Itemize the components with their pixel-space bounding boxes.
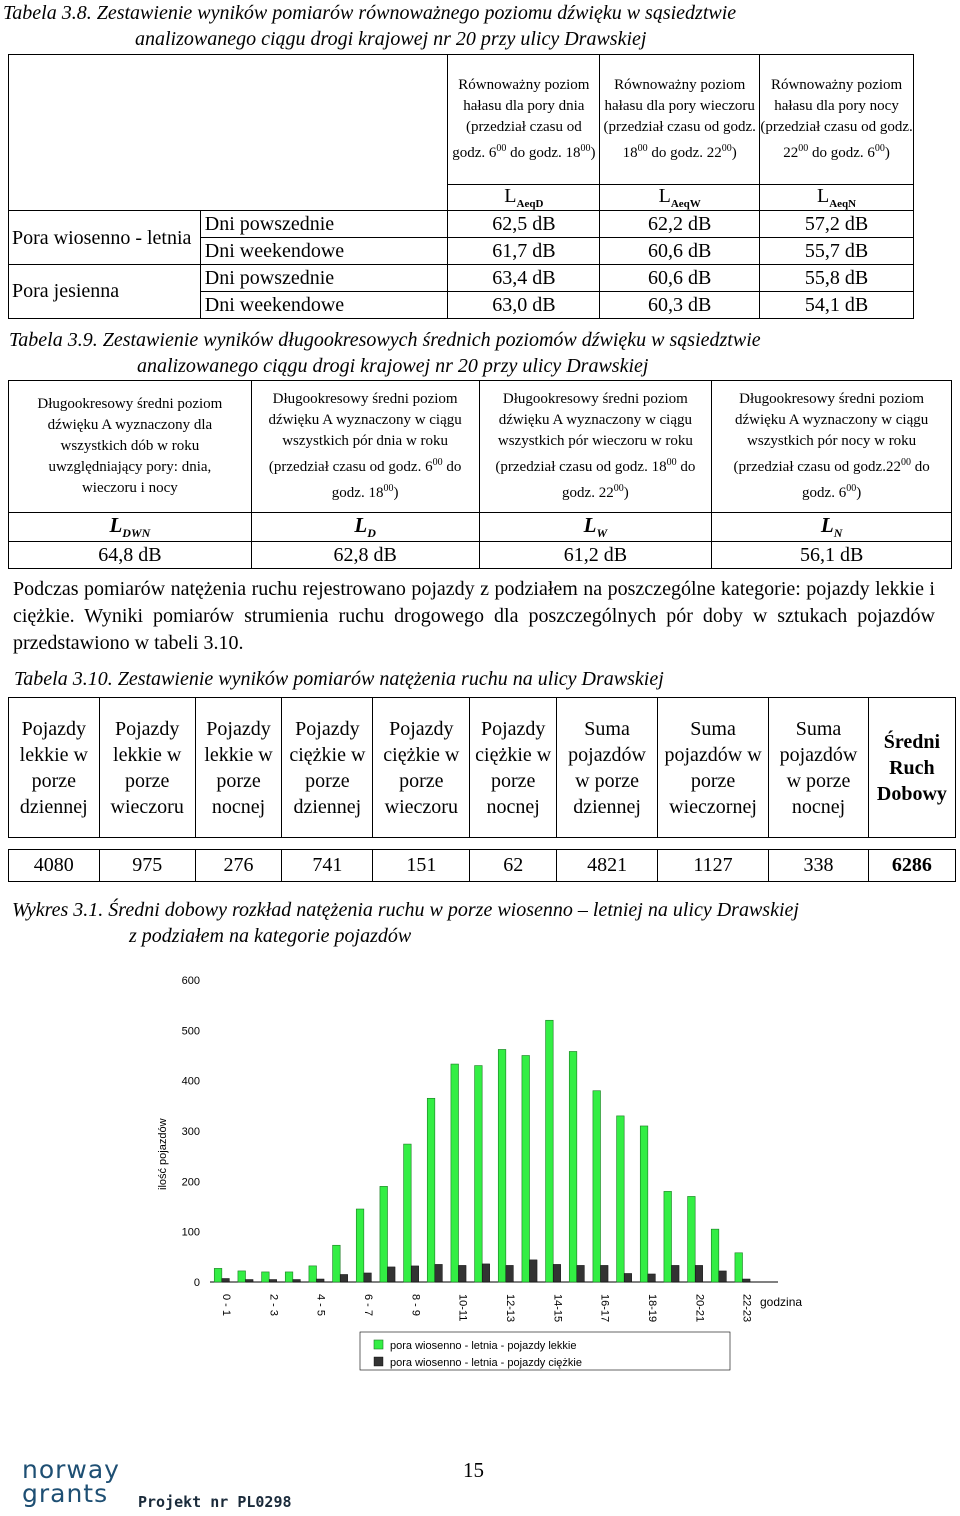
y-tick-label: 300 — [181, 1126, 200, 1138]
symbol-lw: $L_W$ — [479, 513, 712, 542]
bar-light-8 - 9 — [404, 1144, 412, 1282]
table310 — [8, 697, 956, 882]
table310-header: Suma pojazdów w porze wieczornej — [657, 698, 768, 838]
table310-value: 975 — [99, 850, 195, 882]
legend-swatch-heavy — [374, 1357, 383, 1366]
x-tick-label: 4 - 5 — [314, 1294, 327, 1317]
x-tick-label: 16-17 — [598, 1294, 611, 1323]
y-tick-label: 500 — [181, 1025, 200, 1038]
norway-grants-logo: norway grants — [22, 1455, 120, 1508]
table38-caption: Tabela 3.8. Zestawienie wyników pomiarów równoważnego poziomu dźwięku w sąsiedztwie analizowanego ciągu drogi krajowej nr 20 przy ulicy Drawskiej — [3, 2, 737, 50]
bar-heavy-5 - 6 — [340, 1274, 348, 1282]
bar-light-0 - 1 — [214, 1268, 222, 1282]
legend-label-heavy: pora wiosenno - letnia - pojazdy ciężkie — [390, 1357, 582, 1369]
bar-light-4 - 5 — [309, 1266, 317, 1282]
bar-heavy-12-13 — [506, 1265, 514, 1282]
legend-label-light: pora wiosenno - letnia - pojazdy lekkie — [390, 1340, 577, 1352]
bar-heavy-8 - 9 — [411, 1266, 419, 1282]
bar-heavy-13-14 — [530, 1260, 538, 1282]
bar-heavy-19-20 — [672, 1265, 680, 1282]
table310-header: Pojazdy lekkie w porze dziennej — [9, 698, 100, 838]
table310-header: Suma pojazdów w porze nocnej — [769, 698, 869, 838]
bar-light-15-16 — [569, 1051, 577, 1282]
symbol-laeqw: $L_{AeqW}$ — [600, 185, 760, 211]
x-tick-label: 14-15 — [551, 1294, 564, 1323]
bar-light-7 - 8 — [380, 1186, 388, 1282]
bar-light-17-18 — [617, 1116, 625, 1282]
bar-light-6 - 7 — [356, 1209, 364, 1282]
table38-header-night: Równoważny poziom hałasu dla pory nocy (przedział czasu od godz. $22^{00}$ do godz. $6^{00}$) — [760, 55, 914, 185]
body-paragraph: Podczas pomiarów natężenia ruchu rejestrowano pojazdy z podziałem na poszczególne kategorie: pojazdy lekkie i ciężkie. Wyniki pomiarów strumienia ruchu drogowego dla poszczególnych pór doby w sztukach pojazdów przedstawiono w tabeli 3.10. — [13, 578, 935, 654]
page-number: 15 — [463, 1458, 484, 1482]
bar-heavy-11-12 — [482, 1264, 490, 1282]
bar-light-12-13 — [498, 1049, 506, 1282]
table310-caption: Tabela 3.10. Zestawienie wyników pomiarów natężenia ruchu na ulicy Drawskiej — [14, 668, 664, 690]
traffic-chart — [0, 960, 960, 1390]
x-tick-label: 12-13 — [503, 1294, 516, 1323]
bar-light-9 - 10 — [427, 1098, 435, 1282]
season-spring-summer: Pora wiosenno - letnia — [9, 211, 201, 265]
bar-light-1 - 2 — [238, 1271, 246, 1282]
table39 — [8, 380, 952, 569]
bar-heavy-21-22 — [719, 1271, 727, 1282]
bar-heavy-7 - 8 — [388, 1267, 396, 1282]
y-tick-label: 200 — [181, 1176, 200, 1189]
chart-caption: Wykres 3.1. Średni dobowy rozkład natężenia ruchu w porze wiosenno – letniej na ulicy Drawskiej z podziałem na kategorie pojazdów — [12, 899, 799, 947]
bar-light-13-14 — [522, 1056, 530, 1283]
table310-value: 276 — [195, 850, 282, 882]
bar-light-2 - 3 — [262, 1272, 270, 1282]
table310-header: Pojazdy ciężkie w porze wieczoru — [373, 698, 470, 838]
bar-light-3 - 4 — [285, 1272, 293, 1282]
x-tick-label: 0 - 1 — [219, 1294, 232, 1317]
bar-heavy-14-15 — [553, 1264, 561, 1282]
bar-heavy-4 - 5 — [317, 1279, 325, 1282]
table310-header: Pojazdy lekkie w porze nocnej — [195, 698, 282, 838]
bar-heavy-6 - 7 — [364, 1273, 372, 1282]
table38-header-day: Równoważny poziom hałasu dla pory dnia (przedział czasu od godz. $6^{00}$ do godz. $18^{00}$) — [448, 55, 600, 185]
x-tick-label: 22-23 — [740, 1294, 753, 1323]
y-tick-label: 400 — [181, 1075, 200, 1088]
season-autumn: Pora jesienna — [9, 265, 201, 319]
bar-light-18-19 — [640, 1126, 648, 1282]
table38-header-evening: Równoważny poziom hałasu dla pory wieczoru (przedział czasu od godz. $18^{00}$ do godz. $22^{00}$) — [600, 55, 760, 185]
bar-heavy-18-19 — [648, 1274, 656, 1282]
symbol-ldwn: $L_{DWN}$ — [9, 513, 252, 542]
table310-value: 741 — [282, 850, 373, 882]
bar-light-19-20 — [664, 1191, 672, 1282]
table310-header: Pojazdy ciężkie w porze dziennej — [282, 698, 373, 838]
bar-heavy-9 - 10 — [435, 1264, 443, 1282]
table39-header-evening: Długookresowy średni poziom dźwięku A wyznaczony w ciągu wszystkich pór wieczoru w roku (przedział czasu od godz. $18^{00}$ do godz. $22^{00}$) — [479, 381, 712, 513]
table310-value: 151 — [373, 850, 470, 882]
legend-swatch-light — [374, 1340, 383, 1349]
x-tick-label: 10-11 — [456, 1294, 469, 1322]
x-tick-label: 20-21 — [693, 1294, 706, 1323]
y-tick-label: 600 — [181, 975, 200, 987]
y-tick-label: 100 — [181, 1226, 200, 1239]
x-tick-label: 6 - 7 — [361, 1294, 374, 1317]
bar-light-21-22 — [711, 1229, 719, 1282]
x-tick-label: 2 - 3 — [267, 1294, 280, 1317]
bar-light-16-17 — [593, 1091, 601, 1282]
bar-heavy-10-11 — [459, 1265, 467, 1282]
table39-header-dwn: Długookresowy średni poziom dźwięku A wyznaczony dla wszystkich dób w roku uwzględniający pory: dnia, wieczoru i nocy — [9, 381, 252, 513]
y-tick-label: 0 — [193, 1277, 200, 1289]
symbol-laeqn: $L_{AeqN}$ — [760, 185, 914, 211]
bar-heavy-22-23 — [743, 1279, 751, 1282]
table-row: Dni weekendowe 63,0 dB 60,3 dB 54,1 dB — [9, 292, 914, 319]
table38 — [8, 54, 914, 319]
bar-heavy-15-16 — [577, 1265, 585, 1282]
symbol-laeqd: $L_{AeqD}$ — [448, 185, 600, 211]
table39-header-night: Długookresowy średni poziom dźwięku A wyznaczony w ciągu wszystkich pór nocy w roku (przedział czasu od $godz.22^{00}$ do godz. $6^{00}$) — [712, 381, 952, 513]
x-tick-label: 18-19 — [645, 1294, 658, 1323]
bar-light-11-12 — [475, 1066, 483, 1282]
bar-heavy-3 - 4 — [293, 1279, 301, 1282]
bar-light-5 - 6 — [333, 1245, 341, 1282]
bar-light-20-21 — [688, 1196, 696, 1282]
table-row: Dni weekendowe 61,7 dB 60,6 dB 55,7 dB — [9, 238, 914, 265]
y-axis-label: ilość pojazdów — [157, 1118, 169, 1190]
table310-value: 4080 — [9, 850, 100, 882]
table310-header: Pojazdy ciężkie w porze nocnej — [470, 698, 557, 838]
table310-value: 338 — [769, 850, 869, 882]
table310-value: 4821 — [557, 850, 658, 882]
x-tick-label: 8 - 9 — [409, 1294, 422, 1317]
table39-header-day: Długookresowy średni poziom dźwięku A wyznaczony w ciągu wszystkich pór dnia w roku (przedział czasu od godz. $6^{00}$ do godz. $18^{00}$) — [251, 381, 479, 513]
table39-caption: Tabela 3.9. Zestawienie wyników długookresowych średnich poziomów dźwięku w sąsiedztwie analizowanego ciągu drogi krajowej nr 20 przy ulicy Drawskiej — [9, 329, 761, 377]
bar-light-22-23 — [735, 1253, 743, 1282]
table310-value: 1127 — [657, 850, 768, 882]
bar-heavy-1 - 2 — [246, 1279, 254, 1282]
bar-light-10-11 — [451, 1064, 459, 1282]
table-row: Pora wiosenno - letnia Dni powszednie 62,5 dB 62,2 dB 57,2 dB — [9, 211, 914, 238]
table310-header: Suma pojazdów w porze dziennej — [557, 698, 658, 838]
table310-header: Średni Ruch Dobowy — [868, 698, 955, 838]
table-row: 64,8 dB 62,8 dB 61,2 dB 56,1 dB — [9, 542, 952, 569]
bar-light-14-15 — [546, 1020, 554, 1282]
bar-heavy-17-18 — [624, 1273, 632, 1282]
table310-value: 62 — [470, 850, 557, 882]
project-number: Projekt nr PL0298 — [138, 1493, 292, 1511]
bar-heavy-2 - 3 — [269, 1279, 277, 1282]
table310-value: 6286 — [868, 850, 955, 882]
symbol-ld: $L_D$ — [251, 513, 479, 542]
bar-heavy-0 - 1 — [222, 1278, 230, 1282]
x-axis-label: godzina — [760, 1295, 803, 1309]
table-row: Pora jesienna Dni powszednie 63,4 dB 60,6 dB 55,8 dB — [9, 265, 914, 292]
bar-heavy-20-21 — [695, 1265, 703, 1282]
bar-heavy-16-17 — [601, 1265, 609, 1282]
table310-header: Pojazdy lekkie w porze wieczoru — [99, 698, 195, 838]
symbol-ln: $L_N$ — [712, 513, 952, 542]
